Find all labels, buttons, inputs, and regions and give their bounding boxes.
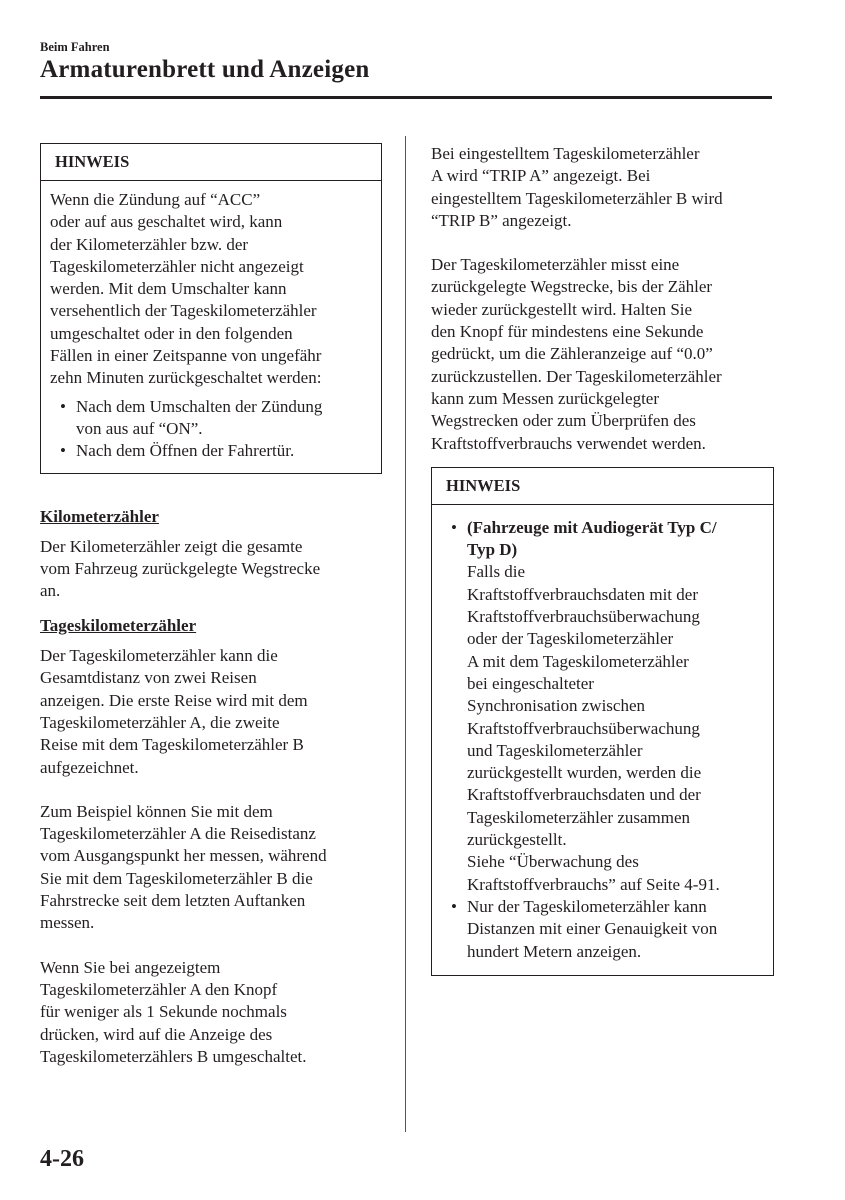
text-line: oder der Tageskilometerzähler: [467, 629, 674, 649]
text-line: umgeschaltet oder in den folgenden: [50, 323, 293, 343]
note-box: [431, 467, 774, 976]
text-line: vom Ausgangspunkt her messen, während: [40, 846, 327, 866]
text-line: Tageskilometerzähler A, die zweite: [40, 712, 280, 732]
tripmeter-heading: Tageskilometerzähler: [40, 615, 197, 635]
text-line: zurückgelegte Wegstrecke, bis der Zähler: [431, 277, 713, 297]
text-line: Tageskilometerzählers B umgeschaltet.: [40, 1046, 307, 1066]
bullet-icon: •: [60, 441, 66, 461]
text-line: den Knopf für mindestens eine Sekunde: [431, 322, 704, 342]
text-line: Reise mit dem Tageskilometerzähler B: [40, 735, 304, 755]
text-line: Zum Beispiel können Sie mit dem: [40, 801, 273, 821]
page-title: Armaturenbrett und Anzeigen: [40, 56, 370, 83]
text-line: (Fahrzeuge mit Audiogerät Typ C/: [467, 517, 717, 537]
text-line: Tageskilometerzähler A den Knopf: [40, 979, 278, 999]
text-line: messen.: [40, 913, 95, 933]
text-line: Gesamtdistanz von zwei Reisen: [40, 668, 257, 688]
text-line: Kraftstoffverbrauchs verwendet werden.: [431, 433, 706, 453]
text-line: an.: [40, 581, 61, 601]
text-line: Fällen in einer Zeitspanne von ungefähr: [50, 346, 322, 366]
right-column: [431, 143, 774, 976]
text-line: Kraftstoffverbrauchs” auf Seite 4-91.: [467, 874, 720, 894]
text-line: gedrückt, um die Zähleranzeige auf “0.0”: [431, 344, 713, 364]
note-body: [432, 505, 773, 975]
text-line: Wegstrecken oder zum Überprüfen des: [431, 411, 696, 431]
left-column: [40, 143, 382, 1068]
bullet-item: [441, 517, 763, 896]
text-line: drücken, wird auf die Anzeige des: [40, 1024, 273, 1044]
text-line: “TRIP B” angezeigt.: [431, 210, 572, 230]
section-label: Beim Fahren: [40, 40, 110, 54]
page-number: 4-26: [40, 1146, 84, 1172]
text-line: Kraftstoffverbrauchsüberwachung: [467, 718, 700, 738]
text-line: Bei eingestelltem Tageskilometerzähler: [431, 144, 700, 163]
text-line: Typ D): [467, 540, 518, 560]
text-line: Der Kilometerzähler zeigt die gesamte: [40, 536, 303, 556]
text-line: Wenn Sie bei angezeigtem: [40, 957, 221, 977]
text-line: Kraftstoffverbrauchsüberwachung: [467, 607, 700, 627]
text-line: Der Tageskilometerzähler misst eine: [431, 255, 680, 275]
text-line: Falls die: [467, 562, 526, 582]
text-line: oder auf aus geschaltet wird, kann: [50, 212, 283, 232]
note-heading: HINWEIS: [432, 468, 773, 505]
note-box: [40, 143, 382, 474]
text-line: Sie mit dem Tageskilometerzähler B die: [40, 868, 313, 888]
text-line: Nur der Tageskilometerzähler kann: [467, 896, 707, 916]
text-line: Synchronisation zwischen: [467, 696, 645, 716]
text-line: eingestelltem Tageskilometerzähler B wird: [431, 188, 723, 208]
text-line: vom Fahrzeug zurückgelegte Wegstrecke: [40, 559, 321, 579]
text-line: Siehe “Überwachung des: [467, 852, 639, 872]
column-divider: [405, 136, 406, 1132]
title-rule: [40, 96, 772, 99]
text-line: Kraftstoffverbrauchsdaten mit der: [467, 584, 698, 604]
text-line: Nach dem Öffnen der Fahrertür.: [76, 441, 295, 461]
bullet-item: [50, 396, 371, 441]
text-line: werden. Mit dem Umschalter kann: [50, 279, 287, 299]
text-line: Tageskilometerzähler A die Reisedistanz: [40, 824, 316, 844]
text-line: Nach dem Umschalten der Zündung: [76, 396, 323, 416]
text-line: anzeigen. Die erste Reise wird mit dem: [40, 690, 308, 710]
text-line: Tageskilometerzähler zusammen: [467, 807, 691, 827]
text-line: kann zum Messen zurückgelegter: [431, 388, 659, 408]
odometer-heading: Kilometerzähler: [40, 506, 159, 526]
bullet-item: [50, 440, 371, 462]
text-line: zurückzustellen. Der Tageskilometerzähler: [431, 366, 722, 386]
text-line: A mit dem Tageskilometerzähler: [467, 651, 689, 671]
text-line: Fahrstrecke seit dem letzten Auftanken: [40, 891, 306, 911]
note-body: [41, 181, 381, 473]
text-line: zehn Minuten zurückgeschaltet werden:: [50, 368, 322, 388]
text-line: von aus auf “ON”.: [76, 418, 203, 438]
text-line: zurückgestellt wurden, werden die: [467, 763, 702, 783]
text-line: der Kilometerzähler bzw. der: [50, 234, 249, 254]
bullet-icon: •: [60, 396, 66, 416]
text-line: aufgezeichnet.: [40, 757, 139, 777]
bullet-icon: •: [451, 896, 457, 916]
text-line: Kraftstoffverbrauchsdaten und der: [467, 785, 701, 805]
text-line: versehentlich der Tageskilometerzähler: [50, 301, 317, 321]
text-line: Tageskilometerzähler nicht angezeigt: [50, 256, 304, 276]
bullet-icon: •: [451, 517, 457, 537]
text-line: Der Tageskilometerzähler kann die: [40, 646, 278, 666]
text-line: A wird “TRIP A” angezeigt. Bei: [431, 166, 651, 186]
text-line: zurückgestellt.: [467, 830, 567, 850]
text-line: hundert Metern anzeigen.: [467, 941, 642, 961]
text-line: für weniger als 1 Sekunde nochmals: [40, 1002, 287, 1022]
text-line: bei eingeschalteter: [467, 673, 594, 693]
text-line: und Tageskilometerzähler: [467, 740, 643, 760]
text-line: wieder zurückgestellt wird. Halten Sie: [431, 299, 693, 319]
text-line: Wenn die Zündung auf “ACC”: [50, 190, 261, 209]
text-line: Distanzen mit einer Genauigkeit von: [467, 919, 718, 939]
bullet-item: [441, 896, 763, 963]
note-heading: HINWEIS: [41, 144, 381, 181]
